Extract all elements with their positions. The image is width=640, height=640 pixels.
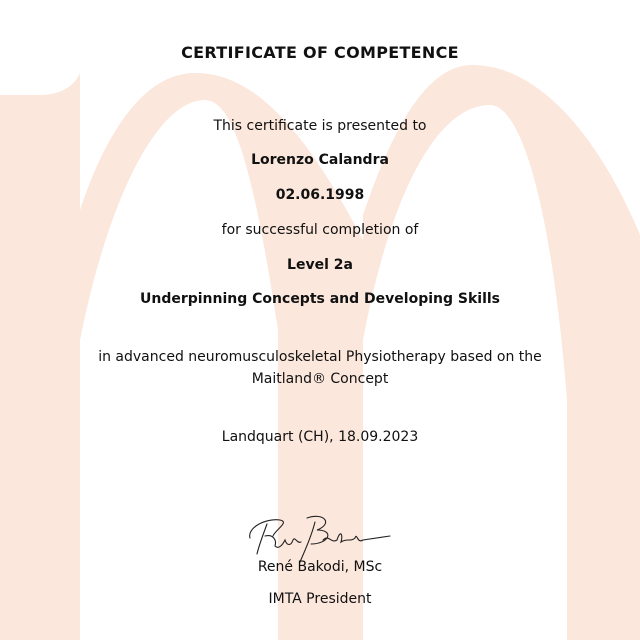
- course-level: Level 2a: [287, 257, 353, 273]
- recipient-birthdate: 02.06.1998: [275, 187, 365, 203]
- course-title: Underpinning Concepts and Developing Skills: [139, 291, 500, 307]
- presented-to-label: This certificate is presented to: [213, 118, 427, 134]
- recipient-name: Lorenzo Calandra: [251, 152, 389, 168]
- description-line-1: in advanced neuromusculoskeletal Physiotherapy based on the: [98, 349, 542, 365]
- place-date: Landquart (CH), 18.09.2023: [221, 429, 419, 445]
- description-line-2: Maitland® Concept: [251, 371, 389, 387]
- completion-label: for successful completion of: [221, 222, 419, 238]
- certificate-title: CERTIFICATE OF COMPETENCE: [181, 43, 459, 62]
- signatory-role: IMTA President: [268, 591, 372, 607]
- signatory-name: René Bakodi, MSc: [257, 559, 383, 575]
